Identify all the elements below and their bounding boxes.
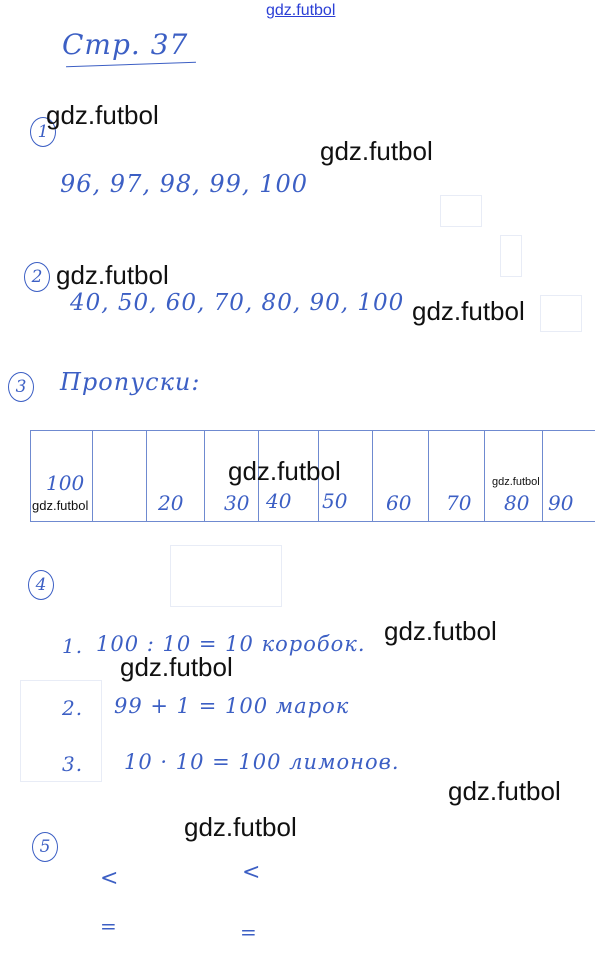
- watermark: gdz.futbol: [46, 100, 159, 130]
- watermark: gdz.futbol: [120, 652, 233, 682]
- watermark: gdz.futbol: [56, 260, 169, 290]
- faint-grid-mark: [500, 235, 522, 277]
- table-cell-value: 70: [446, 491, 472, 515]
- table-cell-value: 40: [266, 489, 292, 513]
- table-divider: [542, 431, 543, 521]
- faint-grid-mark: [170, 545, 282, 607]
- table-cell-value: 50: [322, 489, 348, 513]
- task-4-line-2-num: 2.: [62, 696, 84, 720]
- table-divider: [484, 431, 485, 521]
- watermark: gdz.futbol: [412, 296, 525, 326]
- task-4-line-1-text: 100 : 10 = 10 коробок.: [96, 632, 366, 656]
- page-label: Стр. 37: [62, 28, 189, 61]
- table-divider: [30, 431, 31, 521]
- watermark-small: gdz.futbol: [492, 476, 540, 488]
- task-3-label: Пропуски:: [60, 368, 201, 396]
- faint-grid-mark: [440, 195, 482, 227]
- task-5-number: 5: [32, 832, 58, 862]
- task-4-line-3-text: 10 · 10 = 100 лимонов.: [124, 750, 400, 774]
- table-divider: [372, 431, 373, 521]
- watermark-small: gdz.futbol: [32, 498, 89, 513]
- table-cell-value: 90: [548, 491, 574, 515]
- task-4-line-1-num: 1.: [62, 634, 84, 658]
- table-divider: [204, 431, 205, 521]
- table-divider: [92, 431, 93, 521]
- task-3-number: 3: [8, 372, 34, 402]
- watermark: gdz.futbol: [184, 812, 297, 842]
- task-4-line-3-num: 3.: [62, 752, 84, 776]
- task-2-answer: 40, 50, 60, 70, 80, 90, 100: [70, 290, 405, 316]
- task-5-sign: <: [242, 860, 262, 885]
- table-cell-value: 100: [46, 471, 85, 495]
- watermark: gdz.futbol: [448, 776, 561, 806]
- watermark: gdz.futbol: [384, 616, 497, 646]
- task-4-line-2-text: 99 + 1 = 100 марок: [114, 694, 350, 718]
- table-cell-value: 60: [386, 491, 412, 515]
- task-1-answer: 96, 97, 98, 99, 100: [60, 170, 308, 198]
- table-cell-value: 20: [158, 491, 184, 515]
- table-cell-value: 80: [504, 491, 530, 515]
- task-2-number: 2: [24, 262, 50, 292]
- table-cell-value: 30: [224, 491, 250, 515]
- task-1-number: 1: [30, 117, 56, 147]
- watermark: gdz.futbol: [320, 136, 433, 166]
- watermark-top[interactable]: gdz.futbol: [266, 2, 336, 19]
- watermark: gdz.futbol: [228, 456, 341, 486]
- task-5-sign: =: [240, 920, 258, 944]
- table-divider: [146, 431, 147, 521]
- task-4-number: 4: [28, 570, 54, 600]
- faint-grid-mark: [540, 295, 582, 332]
- task-5-sign: <: [100, 866, 120, 891]
- table-divider: [428, 431, 429, 521]
- task-5-sign: =: [100, 914, 118, 938]
- page-label-underline: [66, 62, 196, 68]
- faint-grid-mark: [20, 680, 102, 782]
